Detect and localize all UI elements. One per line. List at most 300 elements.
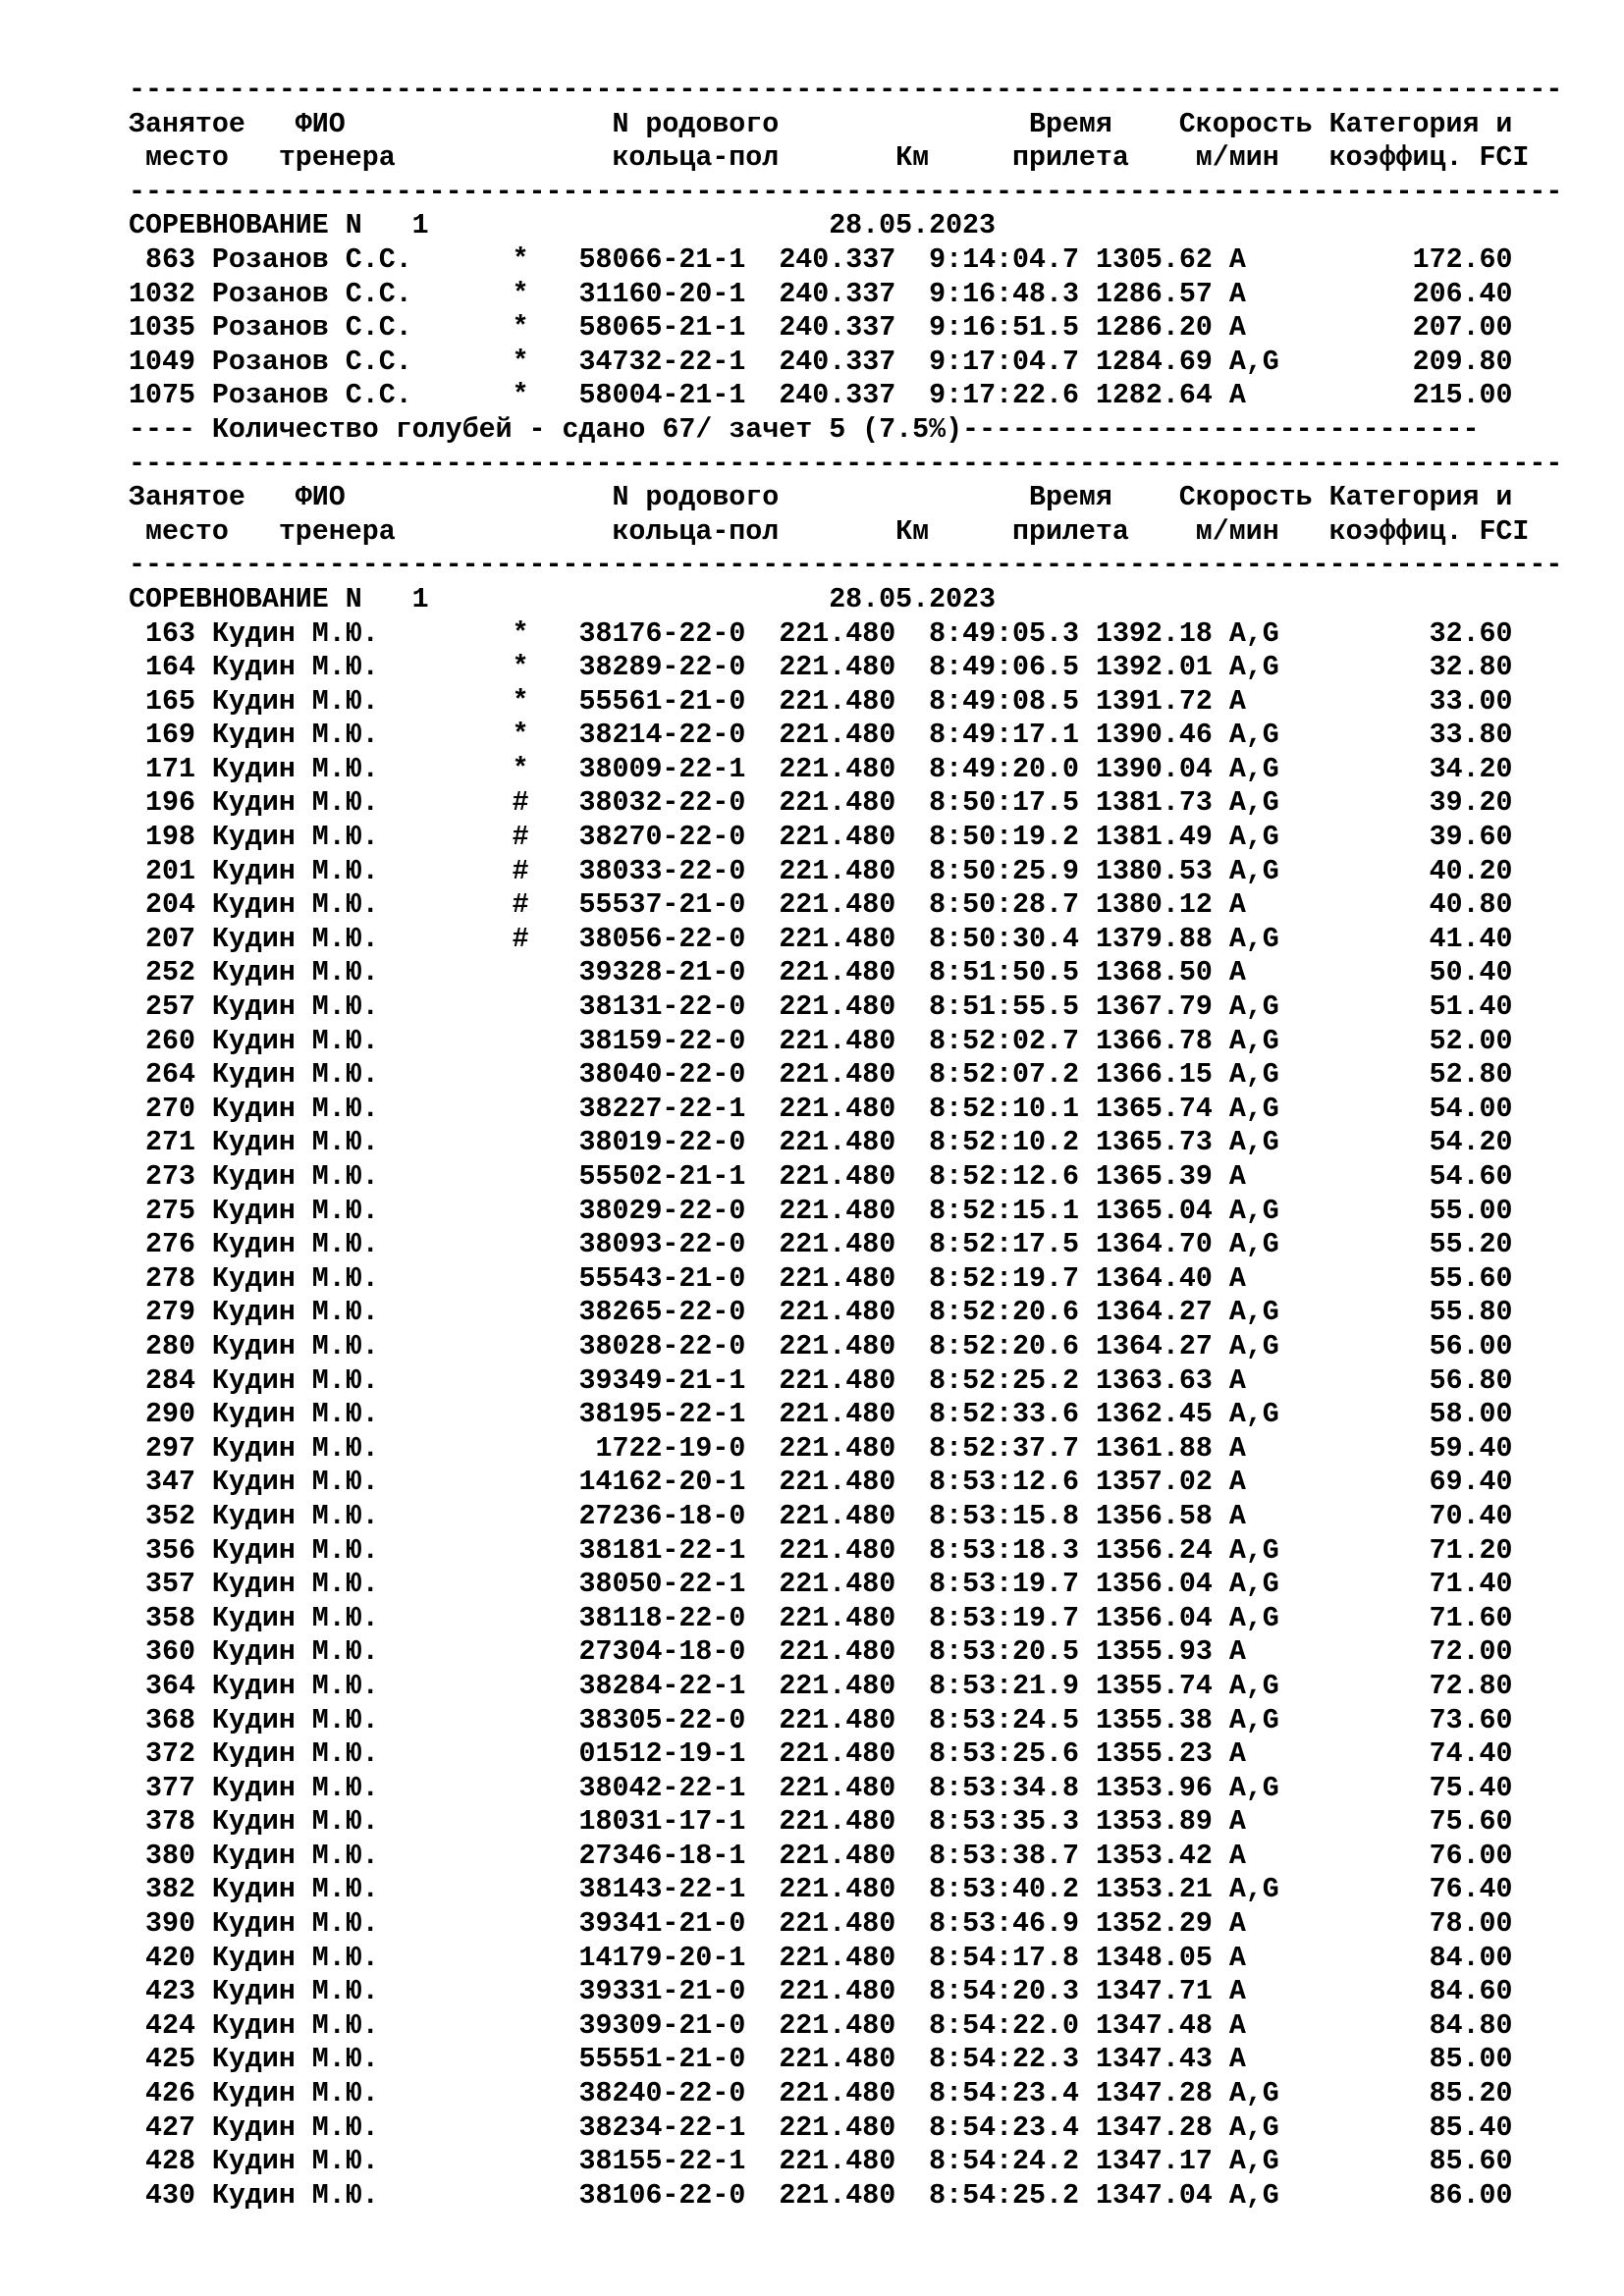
cell-mark: [513, 1026, 529, 1057]
cell-speed: 1356.04: [1095, 1569, 1213, 1601]
cell-fci: 70.40: [1278, 1500, 1513, 1532]
cell-km: 221.480: [779, 1432, 896, 1465]
cell-fci: 78.00: [1278, 1908, 1513, 1941]
cell-name: Кудин М.Ю.: [211, 720, 412, 752]
cell-speed: 1381.49: [1095, 822, 1213, 854]
cell-mark: [513, 1874, 529, 1905]
cell-cat: A,G: [1228, 1297, 1279, 1329]
cell-time: 8:50:25.9: [929, 855, 1079, 887]
cell-km: 240.337: [779, 380, 896, 412]
cell-name: Розанов С.С.: [211, 380, 412, 412]
table-row: [129, 1398, 1601, 1432]
cell-time: 9:17:22.6: [929, 380, 1079, 412]
cell-mark: [513, 1399, 529, 1430]
cell-speed: 1367.79: [1095, 991, 1213, 1024]
cell-time: 8:53:21.9: [929, 1670, 1079, 1702]
cell-time: 9:16:51.5: [929, 312, 1079, 345]
cell-fci: 55.00: [1278, 1195, 1513, 1227]
cell-ring: 38214-22-0: [562, 720, 746, 752]
table-row: [129, 2111, 1601, 2146]
cell-fci: 51.40: [1278, 991, 1513, 1024]
cell-cat: A: [1228, 889, 1279, 922]
cell-fci: 74.40: [1278, 1738, 1513, 1771]
cell-place: 163: [129, 617, 195, 650]
cell-mark: [513, 1229, 529, 1260]
cell-place: 390: [129, 1908, 195, 1941]
results-table-section-1: [129, 243, 1601, 413]
cell-cat: A,G: [1228, 1704, 1279, 1736]
cell-time: 8:49:05.3: [929, 617, 1079, 650]
cell-fci: 72.80: [1278, 1670, 1513, 1702]
cell-time: 8:54:23.4: [929, 2078, 1079, 2110]
cell-cat: A: [1228, 243, 1279, 276]
cell-km: 221.480: [779, 2009, 896, 2042]
cell-cat: A,G: [1228, 787, 1279, 820]
cell-name: Кудин М.Ю.: [211, 1772, 412, 1804]
cell-km: 221.480: [779, 991, 896, 1024]
cell-name: Кудин М.Ю.: [211, 2179, 412, 2212]
cell-ring: 39331-21-0: [562, 1976, 746, 2008]
results-report: [129, 74, 1601, 2213]
table-row: [129, 855, 1601, 889]
cell-ring: 38093-22-0: [562, 1229, 746, 1261]
section-summary: ---- Количество голубей - сдано 67/ зачет 5 (7.5%)-------------------------------: [129, 413, 1480, 446]
table-row: [129, 1160, 1601, 1195]
cell-speed: 1361.88: [1095, 1432, 1213, 1465]
cell-cat: A,G: [1228, 1229, 1279, 1261]
cell-speed: 1347.28: [1095, 2078, 1213, 2110]
cell-fci: 85.60: [1278, 2146, 1513, 2178]
cell-cat: A,G: [1228, 1534, 1279, 1567]
table-row: [129, 1058, 1601, 1093]
cell-place: 196: [129, 787, 195, 820]
cell-mark: *: [512, 617, 529, 650]
table-row: [129, 888, 1601, 923]
cell-speed: 1347.17: [1095, 2146, 1213, 2178]
cell-fci: 52.80: [1278, 1059, 1513, 1092]
cell-place: 201: [129, 855, 195, 887]
cell-mark: [513, 1059, 529, 1091]
table-row: [129, 1500, 1601, 1534]
cell-km: 221.480: [779, 923, 896, 955]
cell-km: 221.480: [779, 1636, 896, 1669]
cell-speed: 1380.53: [1095, 855, 1213, 887]
cell-ring: 38305-22-0: [562, 1704, 746, 1736]
cell-km: 221.480: [779, 1467, 896, 1499]
cell-place: 1049: [129, 346, 195, 378]
cell-fci: 54.60: [1278, 1161, 1513, 1193]
cell-mark: [513, 2078, 529, 2109]
cell-km: 221.480: [779, 957, 896, 989]
cell-km: 221.480: [779, 1738, 896, 1771]
table-row: [129, 685, 1601, 720]
cell-km: 221.480: [779, 1297, 896, 1329]
cell-name: Кудин М.Ю.: [211, 1432, 412, 1465]
cell-time: 8:50:28.7: [929, 889, 1079, 922]
cell-cat: A: [1228, 278, 1279, 310]
cell-place: 204: [129, 889, 195, 922]
cell-ring: 55543-21-0: [562, 1262, 746, 1295]
cell-mark: [513, 2044, 529, 2075]
cell-ring: 38032-22-0: [562, 787, 746, 820]
cell-km: 240.337: [779, 278, 896, 310]
cell-mark: [513, 1738, 529, 1770]
cell-name: Кудин М.Ю.: [211, 1636, 412, 1669]
cell-cat: A,G: [1228, 855, 1279, 887]
table-row: [129, 346, 1601, 380]
cell-km: 221.480: [779, 652, 896, 684]
cell-speed: 1347.48: [1095, 2009, 1213, 2042]
cell-ring: 38028-22-0: [562, 1330, 746, 1362]
cell-place: 360: [129, 1636, 195, 1669]
cell-time: 8:52:20.6: [929, 1330, 1079, 1362]
table-row: [129, 1296, 1601, 1330]
cell-time: 9:17:04.7: [929, 346, 1079, 378]
cell-ring: 55502-21-1: [562, 1161, 746, 1193]
cell-mark: [513, 1943, 529, 1974]
cell-cat: A: [1228, 1976, 1279, 2008]
table-row: [129, 2077, 1601, 2111]
cell-cat: A: [1228, 1738, 1279, 1771]
cell-name: Кудин М.Ю.: [211, 1500, 412, 1532]
cell-cat: A: [1228, 685, 1279, 718]
cell-place: 352: [129, 1500, 195, 1532]
cell-place: 358: [129, 1602, 195, 1634]
cell-fci: 54.20: [1278, 1127, 1513, 1159]
cell-km: 221.480: [779, 1908, 896, 1941]
cell-ring: 38106-22-0: [562, 2179, 746, 2212]
cell-fci: 84.60: [1278, 1976, 1513, 2008]
cell-km: 221.480: [779, 1670, 896, 1702]
cell-time: 8:54:25.2: [929, 2179, 1079, 2212]
cell-fci: 75.60: [1278, 1806, 1513, 1839]
cell-mark: *: [512, 685, 529, 718]
cell-fci: 39.60: [1278, 822, 1513, 854]
cell-mark: [513, 1569, 529, 1600]
cell-name: Кудин М.Ю.: [211, 1704, 412, 1736]
cell-km: 221.480: [779, 1195, 896, 1227]
cell-cat: A,G: [1228, 2078, 1279, 2110]
cell-time: 8:54:22.0: [929, 2009, 1079, 2042]
cell-place: 1075: [129, 380, 195, 412]
cell-mark: [513, 1773, 529, 1804]
cell-time: 8:52:19.7: [929, 1262, 1079, 1295]
cell-mark: [513, 1161, 529, 1193]
cell-cat: A,G: [1228, 652, 1279, 684]
cell-mark: [513, 1976, 529, 2007]
cell-name: Кудин М.Ю.: [211, 1670, 412, 1702]
cell-name: Кудин М.Ю.: [211, 2078, 412, 2110]
table-row: [129, 2179, 1601, 2214]
cell-fci: 206.40: [1278, 278, 1513, 310]
table-row: [129, 1228, 1601, 1262]
cell-speed: 1305.62: [1095, 243, 1213, 276]
cell-name: Розанов С.С.: [211, 278, 412, 310]
cell-name: Кудин М.Ю.: [211, 991, 412, 1024]
cell-place: 356: [129, 1534, 195, 1567]
cell-speed: 1390.46: [1095, 720, 1213, 752]
cell-speed: 1286.20: [1095, 312, 1213, 345]
cell-ring: 38227-22-1: [562, 1093, 746, 1125]
table-row: [129, 1432, 1601, 1467]
cell-name: Кудин М.Ю.: [211, 787, 412, 820]
cell-place: 347: [129, 1467, 195, 1499]
cell-mark: [513, 1501, 529, 1532]
cell-time: 8:54:17.8: [929, 1942, 1079, 1974]
cell-ring: 38240-22-0: [562, 2078, 746, 2110]
cell-mark: [513, 1603, 529, 1634]
table-row: [129, 1840, 1601, 1874]
separator-line: --------------------------------------------------------------------------------------: [129, 176, 1563, 208]
cell-place: 165: [129, 685, 195, 718]
cell-speed: 1363.63: [1095, 1364, 1213, 1397]
cell-mark: [513, 1094, 529, 1125]
cell-mark: *: [512, 278, 529, 310]
cell-km: 221.480: [779, 2179, 896, 2212]
cell-time: 9:14:04.7: [929, 243, 1079, 276]
cell-name: Кудин М.Ю.: [211, 1602, 412, 1634]
cell-time: 8:52:10.2: [929, 1127, 1079, 1159]
table-row: [129, 1195, 1601, 1229]
cell-mark: #: [512, 855, 529, 887]
table-row: [129, 1093, 1601, 1127]
cell-place: 270: [129, 1093, 195, 1125]
cell-time: 8:53:15.8: [929, 1500, 1079, 1532]
cell-km: 221.480: [779, 1772, 896, 1804]
cell-cat: A,G: [1228, 2111, 1279, 2144]
cell-name: Кудин М.Ю.: [211, 1297, 412, 1329]
cell-place: 278: [129, 1262, 195, 1295]
cell-speed: 1347.71: [1095, 1976, 1213, 2008]
cell-mark: [513, 1433, 529, 1465]
cell-place: 297: [129, 1432, 195, 1465]
competition-title: СОРЕВНОВАНИЕ N 1 28.05.2023: [129, 583, 997, 615]
cell-time: 8:54:20.3: [929, 1976, 1079, 2008]
cell-speed: 1368.50: [1095, 957, 1213, 989]
cell-time: 8:53:25.6: [929, 1738, 1079, 1771]
cell-time: 8:52:02.7: [929, 1025, 1079, 1057]
cell-time: 8:49:08.5: [929, 685, 1079, 718]
cell-mark: [513, 1331, 529, 1362]
cell-km: 221.480: [779, 1262, 896, 1295]
table-row: [129, 821, 1601, 855]
table-row: [129, 786, 1601, 821]
cell-mark: [513, 2112, 529, 2144]
cell-place: 271: [129, 1127, 195, 1159]
cell-km: 221.480: [779, 617, 896, 650]
cell-km: 221.480: [779, 1602, 896, 1634]
cell-km: 221.480: [779, 2111, 896, 2144]
table-row: [129, 2145, 1601, 2179]
cell-km: 221.480: [779, 889, 896, 922]
column-header-line-2: место тренера кольца-пол Км прилета м/мин коэффиц. FCI: [129, 515, 1530, 548]
cell-fci: 215.00: [1278, 380, 1513, 412]
cell-time: 8:53:46.9: [929, 1908, 1079, 1941]
column-header-line-2: место тренера кольца-пол Км прилета м/мин коэффиц. FCI: [129, 142, 1530, 175]
results-table-section-2: [129, 617, 1601, 2214]
cell-cat: A,G: [1228, 1127, 1279, 1159]
cell-time: 8:52:20.6: [929, 1297, 1079, 1329]
table-row: [129, 1635, 1601, 1670]
cell-km: 240.337: [779, 312, 896, 345]
cell-name: Кудин М.Ю.: [211, 1195, 412, 1227]
cell-speed: 1356.04: [1095, 1602, 1213, 1634]
cell-ring: 38143-22-1: [562, 1874, 746, 1906]
cell-speed: 1356.58: [1095, 1500, 1213, 1532]
cell-cat: A,G: [1228, 346, 1279, 378]
table-row: [129, 1025, 1601, 1059]
cell-km: 221.480: [779, 1840, 896, 1872]
table-row: [129, 990, 1601, 1025]
cell-speed: 1286.57: [1095, 278, 1213, 310]
cell-fci: 33.80: [1278, 720, 1513, 752]
cell-time: 8:51:50.5: [929, 957, 1079, 989]
cell-mark: *: [512, 312, 529, 345]
cell-name: Кудин М.Ю.: [211, 889, 412, 922]
cell-km: 221.480: [779, 1976, 896, 2008]
cell-time: 8:49:06.5: [929, 652, 1079, 684]
cell-ring: 38195-22-1: [562, 1399, 746, 1431]
cell-speed: 1366.15: [1095, 1059, 1213, 1092]
cell-name: Кудин М.Ю.: [211, 1467, 412, 1499]
cell-fci: 73.60: [1278, 1704, 1513, 1736]
cell-name: Кудин М.Ю.: [211, 1942, 412, 1974]
cell-km: 221.480: [779, 2044, 896, 2076]
cell-km: 221.480: [779, 753, 896, 785]
cell-ring: 14162-20-1: [562, 1467, 746, 1499]
cell-time: 9:16:48.3: [929, 278, 1079, 310]
table-row: [129, 617, 1601, 652]
cell-speed: 1357.02: [1095, 1467, 1213, 1499]
cell-place: 368: [129, 1704, 195, 1736]
cell-km: 221.480: [779, 1229, 896, 1261]
cell-name: Кудин М.Ю.: [211, 1976, 412, 2008]
cell-km: 221.480: [779, 1364, 896, 1397]
cell-name: Кудин М.Ю.: [211, 2111, 412, 2144]
cell-name: Кудин М.Ю.: [211, 1330, 412, 1362]
table-row: [129, 956, 1601, 990]
cell-cat: A,G: [1228, 1602, 1279, 1634]
cell-time: 8:52:25.2: [929, 1364, 1079, 1397]
table-row: [129, 1602, 1601, 1636]
cell-time: 8:52:33.6: [929, 1399, 1079, 1431]
cell-ring: 38155-22-1: [562, 2146, 746, 2178]
cell-name: Кудин М.Ю.: [211, 923, 412, 955]
cell-name: Кудин М.Ю.: [211, 1059, 412, 1092]
cell-mark: *: [512, 753, 529, 785]
cell-fci: 172.60: [1278, 243, 1513, 276]
cell-fci: 75.40: [1278, 1772, 1513, 1804]
cell-mark: #: [512, 923, 529, 955]
cell-speed: 1392.01: [1095, 652, 1213, 684]
cell-speed: 1365.04: [1095, 1195, 1213, 1227]
cell-cat: A,G: [1228, 1772, 1279, 1804]
cell-time: 8:52:17.5: [929, 1229, 1079, 1261]
cell-ring: 38265-22-0: [562, 1297, 746, 1329]
table-row: [129, 243, 1601, 278]
cell-name: Кудин М.Ю.: [211, 617, 412, 650]
cell-place: 420: [129, 1942, 195, 1974]
table-row: [129, 2043, 1601, 2077]
cell-fci: 54.00: [1278, 1093, 1513, 1125]
cell-fci: 52.00: [1278, 1025, 1513, 1057]
cell-speed: 1362.45: [1095, 1399, 1213, 1431]
cell-fci: 39.20: [1278, 787, 1513, 820]
cell-ring: 27304-18-0: [562, 1636, 746, 1669]
separator-line: --------------------------------------------------------------------------------------: [129, 550, 1563, 582]
cell-speed: 1355.93: [1095, 1636, 1213, 1669]
cell-speed: 1352.29: [1095, 1908, 1213, 1941]
cell-time: 8:54:23.4: [929, 2111, 1079, 2144]
cell-km: 221.480: [779, 1330, 896, 1362]
cell-time: 8:53:24.5: [929, 1704, 1079, 1736]
cell-place: 428: [129, 2146, 195, 2178]
cell-ring: 58066-21-1: [562, 243, 746, 276]
cell-place: 364: [129, 1670, 195, 1702]
cell-fci: 50.40: [1278, 957, 1513, 989]
table-row: [129, 1873, 1601, 1907]
cell-fci: 84.00: [1278, 1942, 1513, 1974]
cell-ring: 55551-21-0: [562, 2044, 746, 2076]
table-row: [129, 1975, 1601, 2009]
cell-fci: 40.80: [1278, 889, 1513, 922]
cell-place: 380: [129, 1840, 195, 1872]
cell-km: 221.480: [779, 1161, 896, 1193]
cell-cat: A: [1228, 1636, 1279, 1669]
cell-mark: [513, 1636, 529, 1668]
cell-place: 276: [129, 1229, 195, 1261]
cell-fci: 55.80: [1278, 1297, 1513, 1329]
cell-place: 273: [129, 1161, 195, 1193]
cell-speed: 1379.88: [1095, 923, 1213, 955]
table-row: [129, 1126, 1601, 1160]
cell-place: 290: [129, 1399, 195, 1431]
cell-speed: 1380.12: [1095, 889, 1213, 922]
cell-mark: #: [512, 822, 529, 854]
cell-mark: *: [512, 720, 529, 752]
cell-place: 377: [129, 1772, 195, 1804]
cell-cat: A,G: [1228, 923, 1279, 955]
cell-speed: 1364.40: [1095, 1262, 1213, 1295]
cell-ring: 27236-18-0: [562, 1500, 746, 1532]
table-row: [129, 1737, 1601, 1772]
cell-name: Кудин М.Ю.: [211, 2146, 412, 2178]
cell-ring: 58004-21-1: [562, 380, 746, 412]
table-row: [129, 1466, 1601, 1500]
cell-place: 382: [129, 1874, 195, 1906]
cell-km: 221.480: [779, 2078, 896, 2110]
cell-fci: 85.00: [1278, 2044, 1513, 2076]
table-row: [129, 278, 1601, 312]
cell-place: 378: [129, 1806, 195, 1839]
cell-cat: A,G: [1228, 1195, 1279, 1227]
cell-time: 8:53:19.7: [929, 1602, 1079, 1634]
cell-cat: A: [1228, 312, 1279, 345]
cell-time: 8:51:55.5: [929, 991, 1079, 1024]
cell-name: Кудин М.Ю.: [211, 2044, 412, 2076]
cell-ring: 38029-22-0: [562, 1195, 746, 1227]
cell-km: 221.480: [779, 1874, 896, 1906]
cell-cat: A,G: [1228, 1025, 1279, 1057]
cell-ring: 38056-22-0: [562, 923, 746, 955]
cell-fci: 55.20: [1278, 1229, 1513, 1261]
cell-fci: 32.80: [1278, 652, 1513, 684]
cell-fci: 71.60: [1278, 1602, 1513, 1634]
cell-name: Кудин М.Ю.: [211, 1262, 412, 1295]
table-row: [129, 1262, 1601, 1297]
table-row: [129, 719, 1601, 753]
cell-speed: 1353.96: [1095, 1772, 1213, 1804]
